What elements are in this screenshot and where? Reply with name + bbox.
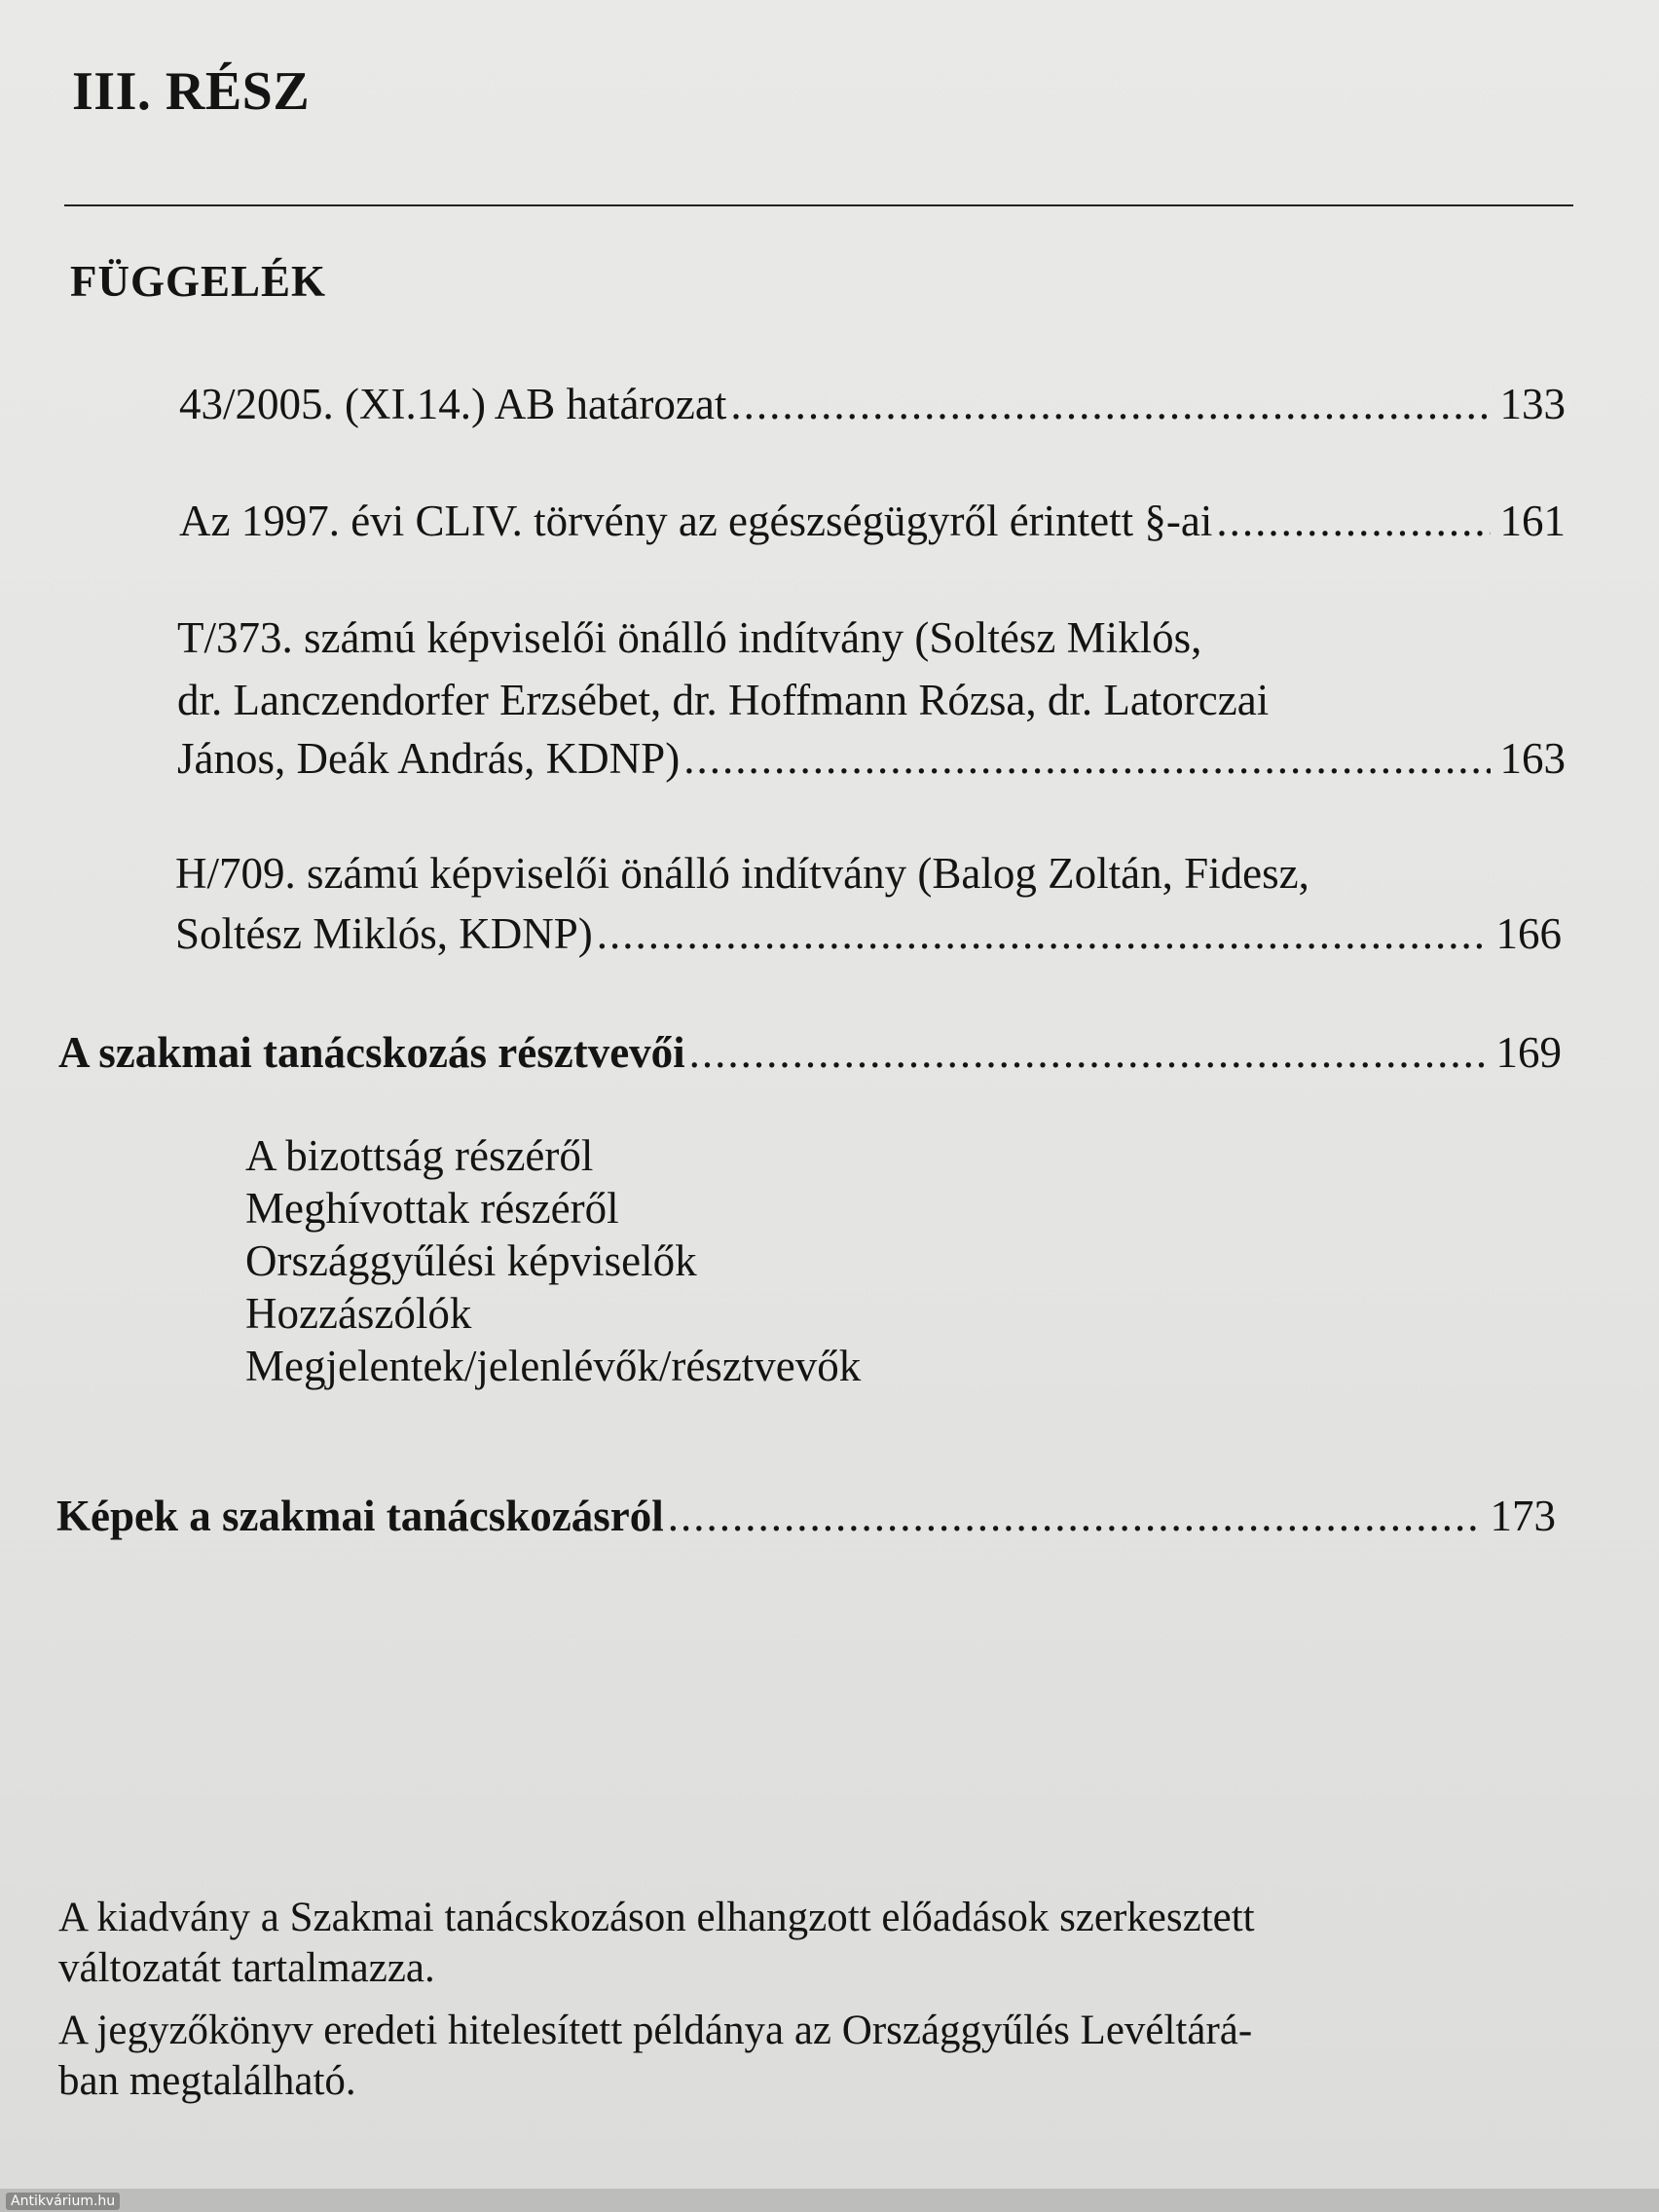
dot-leader — [597, 907, 1487, 960]
toc-page-number: 133 — [1499, 380, 1566, 428]
toc-page-number: 173 — [1490, 1492, 1556, 1540]
toc-entry-t373-line-2: dr. Lanczendorfer Erzsébet, dr. Hoffmann Rózsa, dr. Latorczai — [177, 676, 1270, 724]
dot-leader — [668, 1490, 1481, 1542]
toc-page-number: 161 — [1499, 497, 1566, 545]
list-item: A bizottság részéről — [245, 1131, 594, 1180]
toc-entry-t373 — [177, 732, 1566, 785]
toc-entry-label: Képek a szakmai tanácskozásról — [56, 1492, 664, 1540]
part-title: III. RÉSZ — [72, 61, 311, 122]
title-divider — [64, 204, 1573, 206]
toc-page-number: 169 — [1495, 1028, 1562, 1077]
dot-leader — [683, 732, 1490, 785]
list-item: Országgyűlési képviselők — [245, 1236, 697, 1285]
publication-note-line-3: A jegyzőkönyv eredeti hitelesített példánya az Országgyűlés Levéltárá- — [58, 2008, 1253, 2053]
watermark-label: Antikvárium.hu — [6, 2193, 120, 2210]
publication-note-line-4: ban megtalálható. — [58, 2058, 356, 2104]
participants-list — [245, 1129, 861, 1392]
toc-entry-label: Soltész Miklós, KDNP) — [175, 909, 593, 958]
list-item: Megjelentek/jelenlévők/résztvevők — [245, 1342, 862, 1390]
toc-entry-label: Az 1997. évi CLIV. törvény az egészségügyről érintett §-ai — [179, 497, 1213, 545]
appendix-heading: FÜGGELÉK — [70, 257, 327, 306]
toc-entry-participants — [58, 1026, 1562, 1079]
dot-leader — [730, 378, 1490, 430]
toc-page-number: 166 — [1495, 909, 1562, 958]
list-item: Hozzászólók — [245, 1289, 472, 1338]
toc-entry-h709-line-1: H/709. számú képviselői önálló indítvány (Balog Zoltán, Fidesz, — [175, 849, 1309, 898]
dot-leader — [689, 1026, 1487, 1079]
toc-entry-t373-line-1: T/373. számú képviselői önálló indítvány (Soltész Miklós, — [177, 613, 1202, 662]
toc-entry-health-act — [179, 495, 1566, 547]
page-bottom-shadow — [0, 2189, 1659, 2212]
publication-note-line-1: A kiadvány a Szakmai tanácskozáson elhangzott előadások szerkesztett — [58, 1895, 1255, 1940]
list-item: Meghívottak részéről — [245, 1184, 619, 1233]
publication-note-line-2: változatát tartalmazza. — [58, 1945, 435, 1991]
toc-page-number: 163 — [1499, 734, 1566, 783]
toc-entry-label: 43/2005. (XI.14.) AB határozat — [179, 380, 727, 428]
dot-leader — [1216, 495, 1490, 547]
toc-entry-h709 — [175, 907, 1562, 960]
toc-entry-label: A szakmai tanácskozás résztvevői — [58, 1028, 685, 1077]
toc-entry-ab-decision — [179, 378, 1566, 430]
toc-entry-photos — [56, 1490, 1556, 1542]
toc-entry-label: János, Deák András, KDNP) — [177, 734, 681, 783]
